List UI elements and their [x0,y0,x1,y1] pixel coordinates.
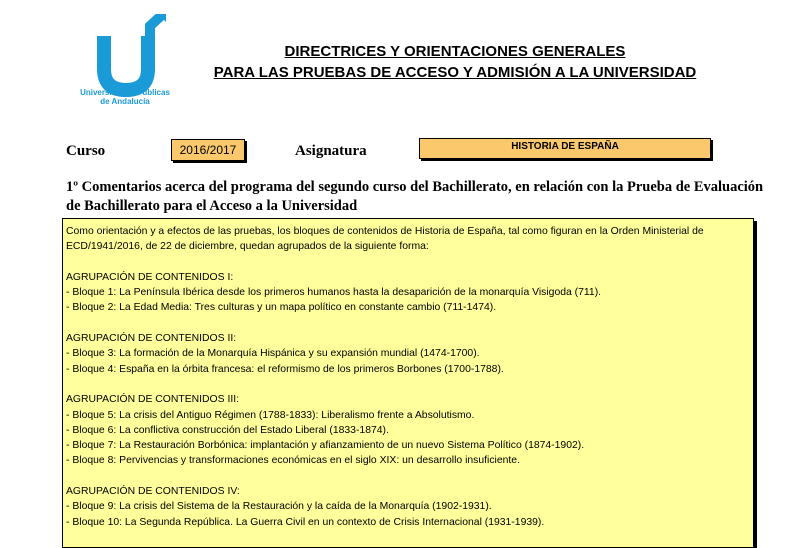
asignatura-field: HISTORIA DE ESPAÑA [419,138,711,159]
logo-caption-line2: de Andalucía [100,97,150,106]
curso-field: 2016/2017 [171,139,245,161]
list-item: - Bloque 2: La Edad Media: Tres culturas y un mapa político en constante cambio (711-1474). [66,302,497,314]
content-box [62,218,754,548]
logo-caption [60,88,190,106]
section-heading: 1º Comentarios acerca del programa del segundo curso del Bachillerato, en relación con la Prueba de Evaluación de Bachillerato para el Acceso a la Universidad [66,179,764,214]
group-title: AGRUPACIÓN DE CONTENIDOS III: [66,394,240,406]
content-group-3 [66,392,753,468]
page-title-line1: DIRECTRICES Y ORIENTACIONES GENERALES [284,43,626,60]
list-item: - Bloque 7: La Restauración Borbónica: implantación y afianzamiento de un nuevo Sistema Político (1874-1902). [66,440,585,452]
group-title: AGRUPACIÓN DE CONTENIDOS IV: [66,486,240,498]
page-title [190,41,720,83]
list-item: - Bloque 10: La Segunda República. La Guerra Civil en un contexto de Crisis Internacional (1931-1939). [66,516,545,528]
group-title: AGRUPACIÓN DE CONTENIDOS II: [66,333,237,345]
curso-label: Curso [66,143,106,159]
list-item: - Bloque 6: La conflictiva construcción del Estado Liberal (1833-1874). [66,424,389,436]
page-title-line2: PARA LAS PRUEBAS DE ACCESO Y ADMISIÓN A LA UNIVERSIDAD [213,64,697,81]
logo-caption-line1: Universidades Públicas [80,88,170,97]
list-item: - Bloque 5: La crisis del Antiguo Régimen (1788-1833): Liberalismo frente a Absolutismo. [66,409,475,421]
list-item: - Bloque 9: La crisis del Sistema de la Restauración y la caída de la Monarquía (1902-1931). [66,501,492,513]
list-item: - Bloque 8: Pervivencias y transformaciones económicas en el siglo XIX: un desarrollo insuficiente. [66,455,520,467]
list-item: - Bloque 3: La formación de la Monarquía Hispánica y su expansión mundial (1474-1700). [66,348,480,360]
content-intro: Como orientación y a efectos de las pruebas, los bloques de contenidos de Historia de España, tal como figuran en la Orden Ministerial de ECD/1941/2016, de 22 de diciembre, quedan agrupados de la siguiente forma: [66,226,704,253]
content-group-4 [66,484,753,530]
list-item: - Bloque 4: España en la órbita francesa: el reformismo de los primeros Borbones (1700-1788). [66,363,504,375]
list-item: - Bloque 1: La Península Ibérica desde los primeros humanos hasta la desaparición de la monarquía Visigoda (711). [66,287,602,299]
content-group-2 [66,331,753,377]
asignatura-label: Asignatura [295,143,367,159]
group-title: AGRUPACIÓN DE CONTENIDOS I: [66,271,234,283]
content-group-1 [66,270,753,316]
